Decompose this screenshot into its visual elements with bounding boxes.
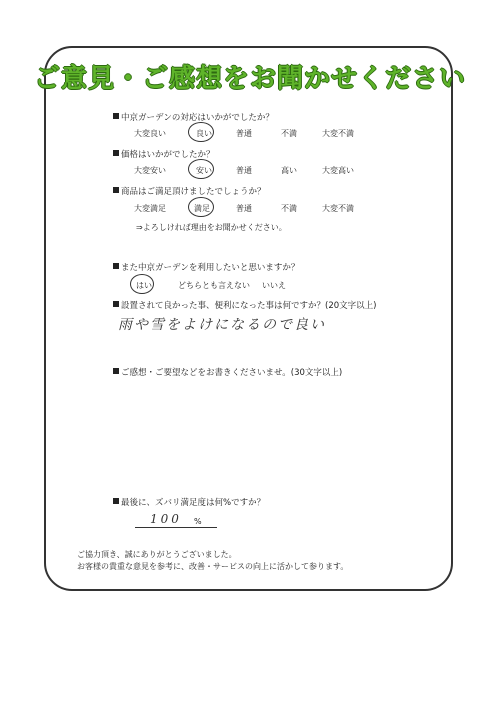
question-5 <box>113 299 376 311</box>
square-bullet-icon <box>113 150 119 156</box>
q4-option-2[interactable]: どちらとも言えない <box>178 281 250 290</box>
square-bullet-icon <box>113 368 119 374</box>
footer-thanks: ご協力頂き、誠にありがとうございました。 <box>77 550 237 559</box>
q2-option-3[interactable]: 普通 <box>236 166 252 175</box>
q1-option-5[interactable]: 大変不満 <box>322 129 354 138</box>
question-6 <box>113 366 342 378</box>
q1-option-1[interactable]: 大変良い <box>134 129 166 138</box>
question-6-label: ご感想・ご要望などをお書きくださいませ。(30文字以上) <box>121 368 343 378</box>
square-bullet-icon <box>113 301 119 307</box>
q1-option-3[interactable]: 普通 <box>236 129 252 138</box>
question-5-label: 設置されて良かった事、便利になった事は何ですか？(20文字以上) <box>121 301 377 311</box>
q3-option-2[interactable]: 満足 <box>194 204 210 213</box>
q3-option-5[interactable]: 大変不満 <box>322 204 354 213</box>
q2-option-2[interactable]: 安い <box>196 166 212 175</box>
question-4-label: また中京ガーデンを利用したいと思いますか？ <box>121 263 300 273</box>
q2-option-5[interactable]: 大変高い <box>322 166 354 175</box>
square-bullet-icon <box>113 263 119 269</box>
q3-option-1[interactable]: 大変満足 <box>134 204 166 213</box>
q4-option-1[interactable]: はい <box>136 281 152 290</box>
q7-percent-unit: % <box>194 517 202 526</box>
q5-handwritten-answer[interactable]: 雨や雪をよけになるので良い <box>118 317 326 333</box>
q1-option-4[interactable]: 不満 <box>281 129 297 138</box>
q3-reason-note: ⇒よろしければ理由をお聞かせください。 <box>136 223 287 232</box>
question-7-label: 最後に、ズバリ満足度は何%ですか？ <box>121 498 266 508</box>
question-1-label: 中京ガーデンの対応はいかがでしたか？ <box>121 113 274 123</box>
question-3 <box>113 185 266 197</box>
q1-option-2[interactable]: 良い <box>196 129 212 138</box>
q3-option-3[interactable]: 普通 <box>236 204 252 213</box>
q2-option-1[interactable]: 大変安い <box>134 166 166 175</box>
square-bullet-icon <box>113 113 119 119</box>
selected-circle-mark <box>188 197 214 217</box>
q7-answer-line <box>135 527 217 528</box>
square-bullet-icon <box>113 498 119 504</box>
survey-title: ご意見・ご感想をお聞かせください <box>33 64 466 94</box>
selected-circle-mark <box>130 274 154 294</box>
question-4 <box>113 261 299 273</box>
question-2-label: 価格はいかがでしたか？ <box>121 150 215 160</box>
question-1 <box>113 111 274 123</box>
selected-circle-mark <box>188 122 214 142</box>
square-bullet-icon <box>113 187 119 193</box>
question-3-label: 商品はご満足頂けましたでしょうか？ <box>121 187 266 197</box>
selected-circle-mark <box>188 159 214 179</box>
q4-option-3[interactable]: いいえ <box>262 281 286 290</box>
q6-answer-area[interactable] <box>113 382 433 482</box>
q7-handwritten-answer[interactable]: 100 <box>150 512 182 526</box>
footer-message: お客様の貴重な意見を参考に、改善・サービスの向上に活かして参ります。 <box>77 562 349 571</box>
q2-option-4[interactable]: 高い <box>281 166 297 175</box>
q3-option-4[interactable]: 不満 <box>281 204 297 213</box>
question-7 <box>113 496 265 508</box>
